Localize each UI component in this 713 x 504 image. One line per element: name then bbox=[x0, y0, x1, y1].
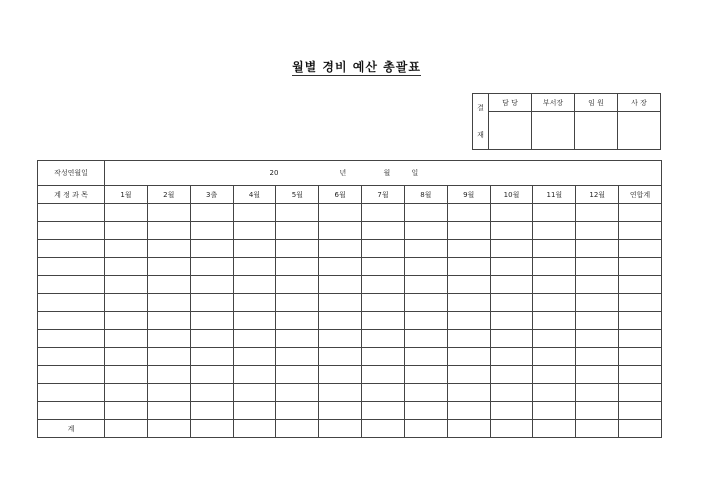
amount-cell[interactable] bbox=[362, 276, 405, 294]
amount-cell[interactable] bbox=[319, 294, 362, 312]
amount-cell[interactable] bbox=[619, 402, 662, 420]
amount-cell[interactable] bbox=[404, 276, 447, 294]
amount-cell[interactable] bbox=[404, 258, 447, 276]
total-amount-cell[interactable] bbox=[404, 420, 447, 438]
table-row bbox=[38, 384, 662, 402]
amount-cell[interactable] bbox=[533, 312, 576, 330]
amount-cell[interactable] bbox=[533, 402, 576, 420]
total-amount-cell[interactable] bbox=[490, 420, 533, 438]
amount-cell[interactable] bbox=[276, 402, 319, 420]
amount-cell[interactable] bbox=[190, 258, 233, 276]
amount-cell[interactable] bbox=[190, 222, 233, 240]
total-amount-cell[interactable] bbox=[619, 420, 662, 438]
amount-cell[interactable] bbox=[147, 276, 190, 294]
date-month-unit: 월 bbox=[383, 169, 391, 177]
amount-cell[interactable] bbox=[105, 312, 148, 330]
amount-cell[interactable] bbox=[490, 348, 533, 366]
amount-cell[interactable] bbox=[233, 294, 276, 312]
amount-cell[interactable] bbox=[233, 276, 276, 294]
account-cell[interactable] bbox=[38, 366, 105, 384]
total-amount-cell[interactable] bbox=[233, 420, 276, 438]
column-header-month: 4월 bbox=[233, 186, 276, 204]
amount-cell[interactable] bbox=[447, 402, 490, 420]
amount-cell[interactable] bbox=[190, 384, 233, 402]
amount-cell[interactable] bbox=[404, 204, 447, 222]
date-label: 작성연월일 bbox=[38, 161, 105, 186]
amount-cell[interactable] bbox=[404, 330, 447, 348]
amount-cell[interactable] bbox=[533, 222, 576, 240]
amount-cell[interactable] bbox=[190, 204, 233, 222]
approval-role-dept-head: 부서장 bbox=[532, 94, 575, 112]
approval-role-executive: 임 원 bbox=[575, 94, 618, 112]
amount-cell[interactable] bbox=[319, 276, 362, 294]
amount-cell[interactable] bbox=[147, 240, 190, 258]
amount-cell[interactable] bbox=[105, 204, 148, 222]
amount-cell[interactable] bbox=[362, 204, 405, 222]
amount-cell[interactable] bbox=[233, 348, 276, 366]
signature-cell[interactable] bbox=[575, 112, 618, 150]
amount-cell[interactable] bbox=[233, 312, 276, 330]
table-row bbox=[38, 276, 662, 294]
amount-cell[interactable] bbox=[490, 330, 533, 348]
total-amount-cell[interactable] bbox=[362, 420, 405, 438]
amount-cell[interactable] bbox=[362, 294, 405, 312]
table-row bbox=[38, 402, 662, 420]
amount-cell[interactable] bbox=[576, 402, 619, 420]
amount-cell[interactable] bbox=[404, 366, 447, 384]
amount-cell[interactable] bbox=[576, 222, 619, 240]
amount-cell[interactable] bbox=[447, 366, 490, 384]
amount-cell[interactable] bbox=[447, 294, 490, 312]
amount-cell[interactable] bbox=[105, 330, 148, 348]
amount-cell[interactable] bbox=[147, 384, 190, 402]
amount-cell[interactable] bbox=[319, 258, 362, 276]
amount-cell[interactable] bbox=[619, 366, 662, 384]
table-row bbox=[38, 258, 662, 276]
amount-cell[interactable] bbox=[147, 366, 190, 384]
amount-cell[interactable] bbox=[276, 258, 319, 276]
amount-cell[interactable] bbox=[105, 348, 148, 366]
amount-cell[interactable] bbox=[147, 312, 190, 330]
approval-label bbox=[473, 94, 489, 150]
amount-cell[interactable] bbox=[619, 312, 662, 330]
approval-label-char-2: 재 bbox=[477, 130, 484, 139]
date-day-unit: 일 bbox=[411, 169, 419, 177]
amount-cell[interactable] bbox=[533, 276, 576, 294]
signature-cell[interactable] bbox=[489, 112, 532, 150]
total-row bbox=[38, 420, 662, 438]
table-row bbox=[38, 240, 662, 258]
amount-cell[interactable] bbox=[619, 222, 662, 240]
column-header-month: 11월 bbox=[533, 186, 576, 204]
table-row bbox=[38, 222, 662, 240]
amount-cell[interactable] bbox=[190, 402, 233, 420]
table-row bbox=[38, 312, 662, 330]
table-row bbox=[38, 204, 662, 222]
amount-cell[interactable] bbox=[362, 258, 405, 276]
total-amount-cell[interactable] bbox=[105, 420, 148, 438]
amount-cell[interactable] bbox=[362, 240, 405, 258]
amount-cell[interactable] bbox=[490, 240, 533, 258]
account-cell[interactable] bbox=[38, 312, 105, 330]
amount-cell[interactable] bbox=[319, 402, 362, 420]
amount-cell[interactable] bbox=[147, 402, 190, 420]
approval-label-char-1: 결 bbox=[477, 103, 484, 112]
column-header-month: 9월 bbox=[447, 186, 490, 204]
amount-cell[interactable] bbox=[233, 366, 276, 384]
column-header-month: 2월 bbox=[147, 186, 190, 204]
amount-cell[interactable] bbox=[490, 204, 533, 222]
amount-cell[interactable] bbox=[576, 204, 619, 222]
amount-cell[interactable] bbox=[576, 384, 619, 402]
table-row bbox=[38, 348, 662, 366]
column-header-month: 3출 bbox=[190, 186, 233, 204]
amount-cell[interactable] bbox=[319, 312, 362, 330]
amount-cell[interactable] bbox=[533, 258, 576, 276]
amount-cell[interactable] bbox=[276, 294, 319, 312]
amount-cell[interactable] bbox=[233, 240, 276, 258]
amount-cell[interactable] bbox=[276, 276, 319, 294]
column-header-month: 8월 bbox=[404, 186, 447, 204]
column-header-month: 5월 bbox=[276, 186, 319, 204]
amount-cell[interactable] bbox=[147, 294, 190, 312]
amount-cell[interactable] bbox=[319, 222, 362, 240]
amount-cell[interactable] bbox=[190, 276, 233, 294]
amount-cell[interactable] bbox=[404, 402, 447, 420]
account-cell[interactable] bbox=[38, 294, 105, 312]
amount-cell[interactable] bbox=[576, 348, 619, 366]
amount-cell[interactable] bbox=[576, 258, 619, 276]
amount-cell[interactable] bbox=[105, 384, 148, 402]
account-cell[interactable] bbox=[38, 402, 105, 420]
amount-cell[interactable] bbox=[404, 294, 447, 312]
amount-cell[interactable] bbox=[276, 348, 319, 366]
amount-cell[interactable] bbox=[190, 330, 233, 348]
amount-cell[interactable] bbox=[619, 294, 662, 312]
approval-role-staff: 담 당 bbox=[489, 94, 532, 112]
amount-cell[interactable] bbox=[147, 258, 190, 276]
amount-cell[interactable] bbox=[233, 222, 276, 240]
amount-cell[interactable] bbox=[619, 348, 662, 366]
amount-cell[interactable] bbox=[276, 384, 319, 402]
date-field[interactable] bbox=[105, 161, 662, 186]
amount-cell[interactable] bbox=[447, 222, 490, 240]
amount-cell[interactable] bbox=[276, 204, 319, 222]
amount-cell[interactable] bbox=[319, 330, 362, 348]
column-header-month: 6월 bbox=[319, 186, 362, 204]
account-cell[interactable] bbox=[38, 276, 105, 294]
amount-cell[interactable] bbox=[105, 222, 148, 240]
account-cell[interactable] bbox=[38, 204, 105, 222]
signature-cell[interactable] bbox=[532, 112, 575, 150]
amount-cell[interactable] bbox=[404, 348, 447, 366]
column-header-month: 1월 bbox=[105, 186, 148, 204]
date-year-unit: 년 bbox=[339, 169, 347, 177]
amount-cell[interactable] bbox=[490, 276, 533, 294]
amount-cell[interactable] bbox=[276, 222, 319, 240]
amount-cell[interactable] bbox=[447, 312, 490, 330]
amount-cell[interactable] bbox=[447, 276, 490, 294]
amount-cell[interactable] bbox=[447, 240, 490, 258]
amount-cell[interactable] bbox=[233, 204, 276, 222]
amount-cell[interactable] bbox=[362, 348, 405, 366]
budget-table bbox=[37, 160, 662, 438]
column-header-month: 10월 bbox=[490, 186, 533, 204]
amount-cell[interactable] bbox=[147, 348, 190, 366]
amount-cell[interactable] bbox=[147, 222, 190, 240]
amount-cell[interactable] bbox=[404, 240, 447, 258]
table-row bbox=[38, 294, 662, 312]
amount-cell[interactable] bbox=[105, 258, 148, 276]
total-amount-cell[interactable] bbox=[319, 420, 362, 438]
amount-cell[interactable] bbox=[490, 384, 533, 402]
amount-cell[interactable] bbox=[147, 204, 190, 222]
date-year: 20 bbox=[269, 169, 279, 177]
amount-cell[interactable] bbox=[619, 240, 662, 258]
amount-cell[interactable] bbox=[105, 240, 148, 258]
document-title bbox=[0, 58, 713, 75]
amount-cell[interactable] bbox=[576, 240, 619, 258]
amount-cell[interactable] bbox=[404, 384, 447, 402]
amount-cell[interactable] bbox=[319, 348, 362, 366]
total-row-label: 계 bbox=[38, 420, 105, 438]
account-cell[interactable] bbox=[38, 240, 105, 258]
amount-cell[interactable] bbox=[447, 258, 490, 276]
amount-cell[interactable] bbox=[447, 330, 490, 348]
approval-box bbox=[472, 93, 661, 150]
amount-cell[interactable] bbox=[490, 366, 533, 384]
amount-cell[interactable] bbox=[533, 366, 576, 384]
amount-cell[interactable] bbox=[447, 384, 490, 402]
account-cell[interactable] bbox=[38, 384, 105, 402]
signature-cell[interactable] bbox=[618, 112, 661, 150]
amount-cell[interactable] bbox=[190, 366, 233, 384]
amount-cell[interactable] bbox=[319, 366, 362, 384]
amount-cell[interactable] bbox=[319, 204, 362, 222]
amount-cell[interactable] bbox=[619, 276, 662, 294]
approval-role-president: 사 장 bbox=[618, 94, 661, 112]
amount-cell[interactable] bbox=[105, 294, 148, 312]
amount-cell[interactable] bbox=[576, 366, 619, 384]
amount-cell[interactable] bbox=[533, 294, 576, 312]
total-amount-cell[interactable] bbox=[276, 420, 319, 438]
total-amount-cell[interactable] bbox=[447, 420, 490, 438]
amount-cell[interactable] bbox=[362, 330, 405, 348]
amount-cell[interactable] bbox=[190, 348, 233, 366]
amount-cell[interactable] bbox=[533, 330, 576, 348]
amount-cell[interactable] bbox=[276, 366, 319, 384]
amount-cell[interactable] bbox=[576, 330, 619, 348]
table-row bbox=[38, 366, 662, 384]
amount-cell[interactable] bbox=[362, 402, 405, 420]
amount-cell[interactable] bbox=[105, 366, 148, 384]
amount-cell[interactable] bbox=[319, 240, 362, 258]
amount-cell[interactable] bbox=[233, 384, 276, 402]
amount-cell[interactable] bbox=[362, 312, 405, 330]
column-header-total: 연합계 bbox=[619, 186, 662, 204]
amount-cell[interactable] bbox=[190, 312, 233, 330]
amount-cell[interactable] bbox=[447, 348, 490, 366]
column-header-row bbox=[38, 186, 662, 204]
amount-cell[interactable] bbox=[362, 222, 405, 240]
amount-cell[interactable] bbox=[105, 276, 148, 294]
column-header-account: 계 정 과 목 bbox=[38, 186, 105, 204]
amount-cell[interactable] bbox=[276, 240, 319, 258]
amount-cell[interactable] bbox=[404, 222, 447, 240]
amount-cell[interactable] bbox=[490, 222, 533, 240]
amount-cell[interactable] bbox=[490, 258, 533, 276]
amount-cell[interactable] bbox=[447, 204, 490, 222]
amount-cell[interactable] bbox=[233, 330, 276, 348]
amount-cell[interactable] bbox=[576, 276, 619, 294]
amount-cell[interactable] bbox=[533, 348, 576, 366]
account-cell[interactable] bbox=[38, 222, 105, 240]
amount-cell[interactable] bbox=[619, 204, 662, 222]
amount-cell[interactable] bbox=[533, 384, 576, 402]
total-amount-cell[interactable] bbox=[147, 420, 190, 438]
amount-cell[interactable] bbox=[362, 384, 405, 402]
amount-cell[interactable] bbox=[619, 258, 662, 276]
column-header-month: 12월 bbox=[576, 186, 619, 204]
amount-cell[interactable] bbox=[190, 294, 233, 312]
amount-cell[interactable] bbox=[233, 258, 276, 276]
amount-cell[interactable] bbox=[533, 204, 576, 222]
table-row bbox=[38, 330, 662, 348]
total-amount-cell[interactable] bbox=[190, 420, 233, 438]
total-amount-cell[interactable] bbox=[533, 420, 576, 438]
amount-cell[interactable] bbox=[533, 240, 576, 258]
account-cell[interactable] bbox=[38, 258, 105, 276]
amount-cell[interactable] bbox=[190, 240, 233, 258]
column-header-month: 7월 bbox=[362, 186, 405, 204]
amount-cell[interactable] bbox=[319, 384, 362, 402]
amount-cell[interactable] bbox=[490, 312, 533, 330]
amount-cell[interactable] bbox=[276, 312, 319, 330]
total-amount-cell[interactable] bbox=[576, 420, 619, 438]
amount-cell[interactable] bbox=[276, 330, 319, 348]
document-title-text: 월별 경비 예산 총괄표 bbox=[292, 60, 421, 74]
amount-cell[interactable] bbox=[362, 366, 405, 384]
account-cell[interactable] bbox=[38, 348, 105, 366]
amount-cell[interactable] bbox=[576, 312, 619, 330]
amount-cell[interactable] bbox=[576, 294, 619, 312]
amount-cell[interactable] bbox=[233, 402, 276, 420]
account-cell[interactable] bbox=[38, 330, 105, 348]
amount-cell[interactable] bbox=[490, 294, 533, 312]
amount-cell[interactable] bbox=[490, 402, 533, 420]
amount-cell[interactable] bbox=[105, 402, 148, 420]
amount-cell[interactable] bbox=[147, 330, 190, 348]
amount-cell[interactable] bbox=[404, 312, 447, 330]
amount-cell[interactable] bbox=[619, 330, 662, 348]
amount-cell[interactable] bbox=[619, 384, 662, 402]
